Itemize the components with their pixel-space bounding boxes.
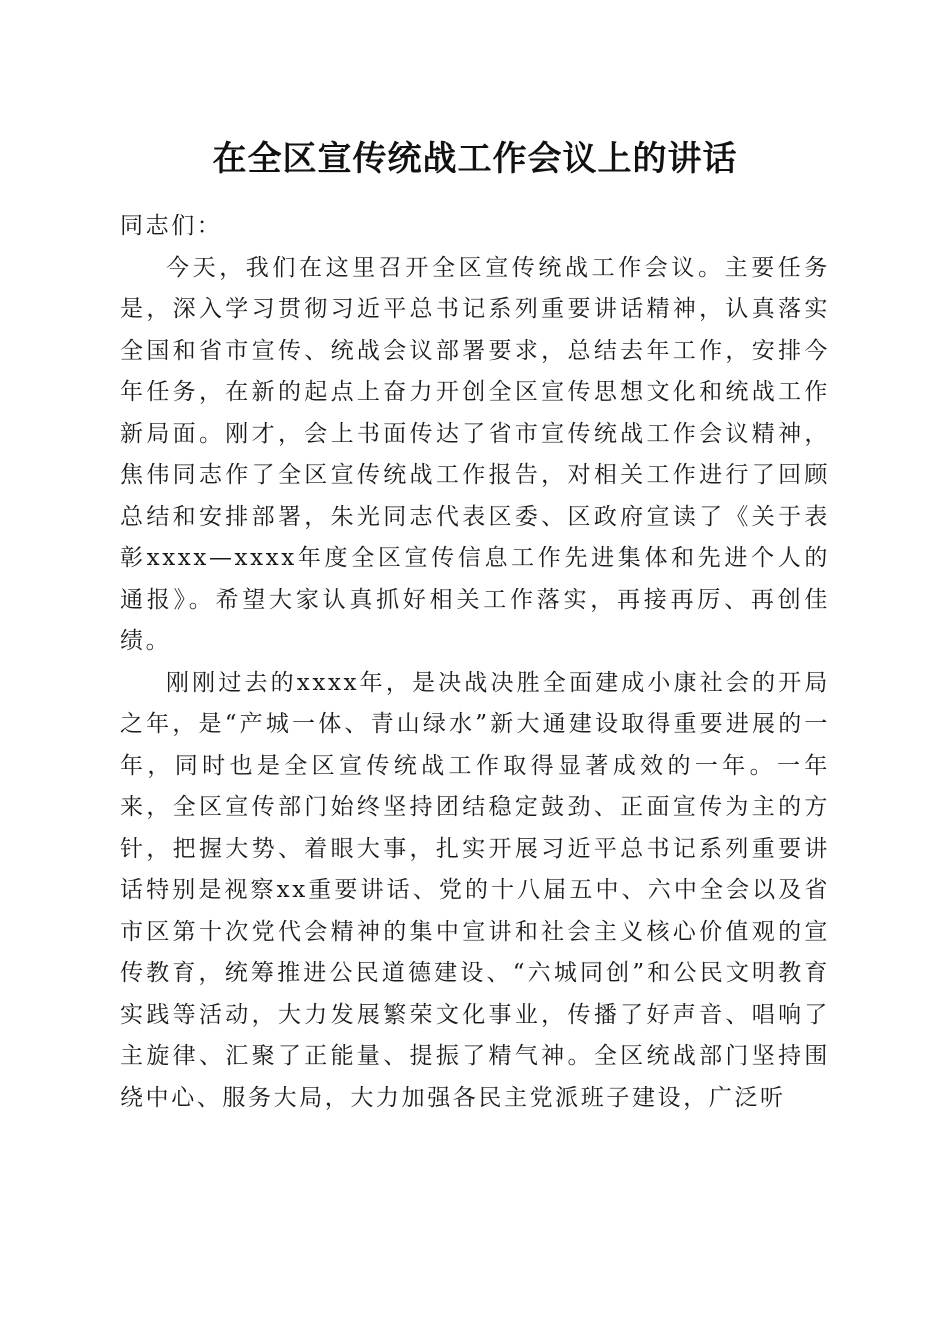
paragraph-opening: 今天，我们在这里召开全区宣传统战工作会议。主要任务是，深入学习贯彻习近平总书记系列重要讲话精神，认真落实全国和省市宣传、统战会议部署要求，总结去年工作，安排今年任务，在新的起点上奋力开创全区宣传思想文化和统战工作新局面。刚才，会上书面传达了省市宣传统战工作会议精神，焦伟同志作了全区宣传统战工作报告，对相关工作进行了回顾总结和安排部署，朱光同志代表区委、区政府宣读了《关于表彰xxxx—xxxx年度全区宣传信息工作先进集体和先进个人的通报》。希望大家认真抓好相关工作落实，再接再厉、再创佳绩。 bbox=[120, 254, 830, 654]
paragraph-review: 刚刚过去的xxxx年，是决战决胜全面建成小康社会的开局之年，是“产城一体、青山绿水”新大通建设取得重要进展的一年，同时也是全区宣传统战工作取得显著成效的一年。一年来，全区宣传部门始终坚持团结稳定鼓劲、正面宣传为主的方针，把握大势、着眼大事，扎实开展习近平总书记系列重要讲话特别是视察xx重要讲话、党的十八届五中、六中全会以及省市区第十次党代会精神的集中宣讲和社会主义核心价值观的宣传教育，统筹推进公民道德建设、“六城同创”和公民文明教育实践等活动，大力发展繁荣文化事业，传播了好声音、唱响了主旋律、汇聚了正能量、提振了精气神。全区统战部门坚持围绕中心、服务大局，大力加强各民主党派班子建设，广泛听 bbox=[120, 669, 830, 1111]
salutation: 同志们： bbox=[120, 213, 223, 239]
document-title: 在全区宣传统战工作会议上的讲话 bbox=[212, 139, 738, 179]
document-body bbox=[120, 206, 830, 1119]
